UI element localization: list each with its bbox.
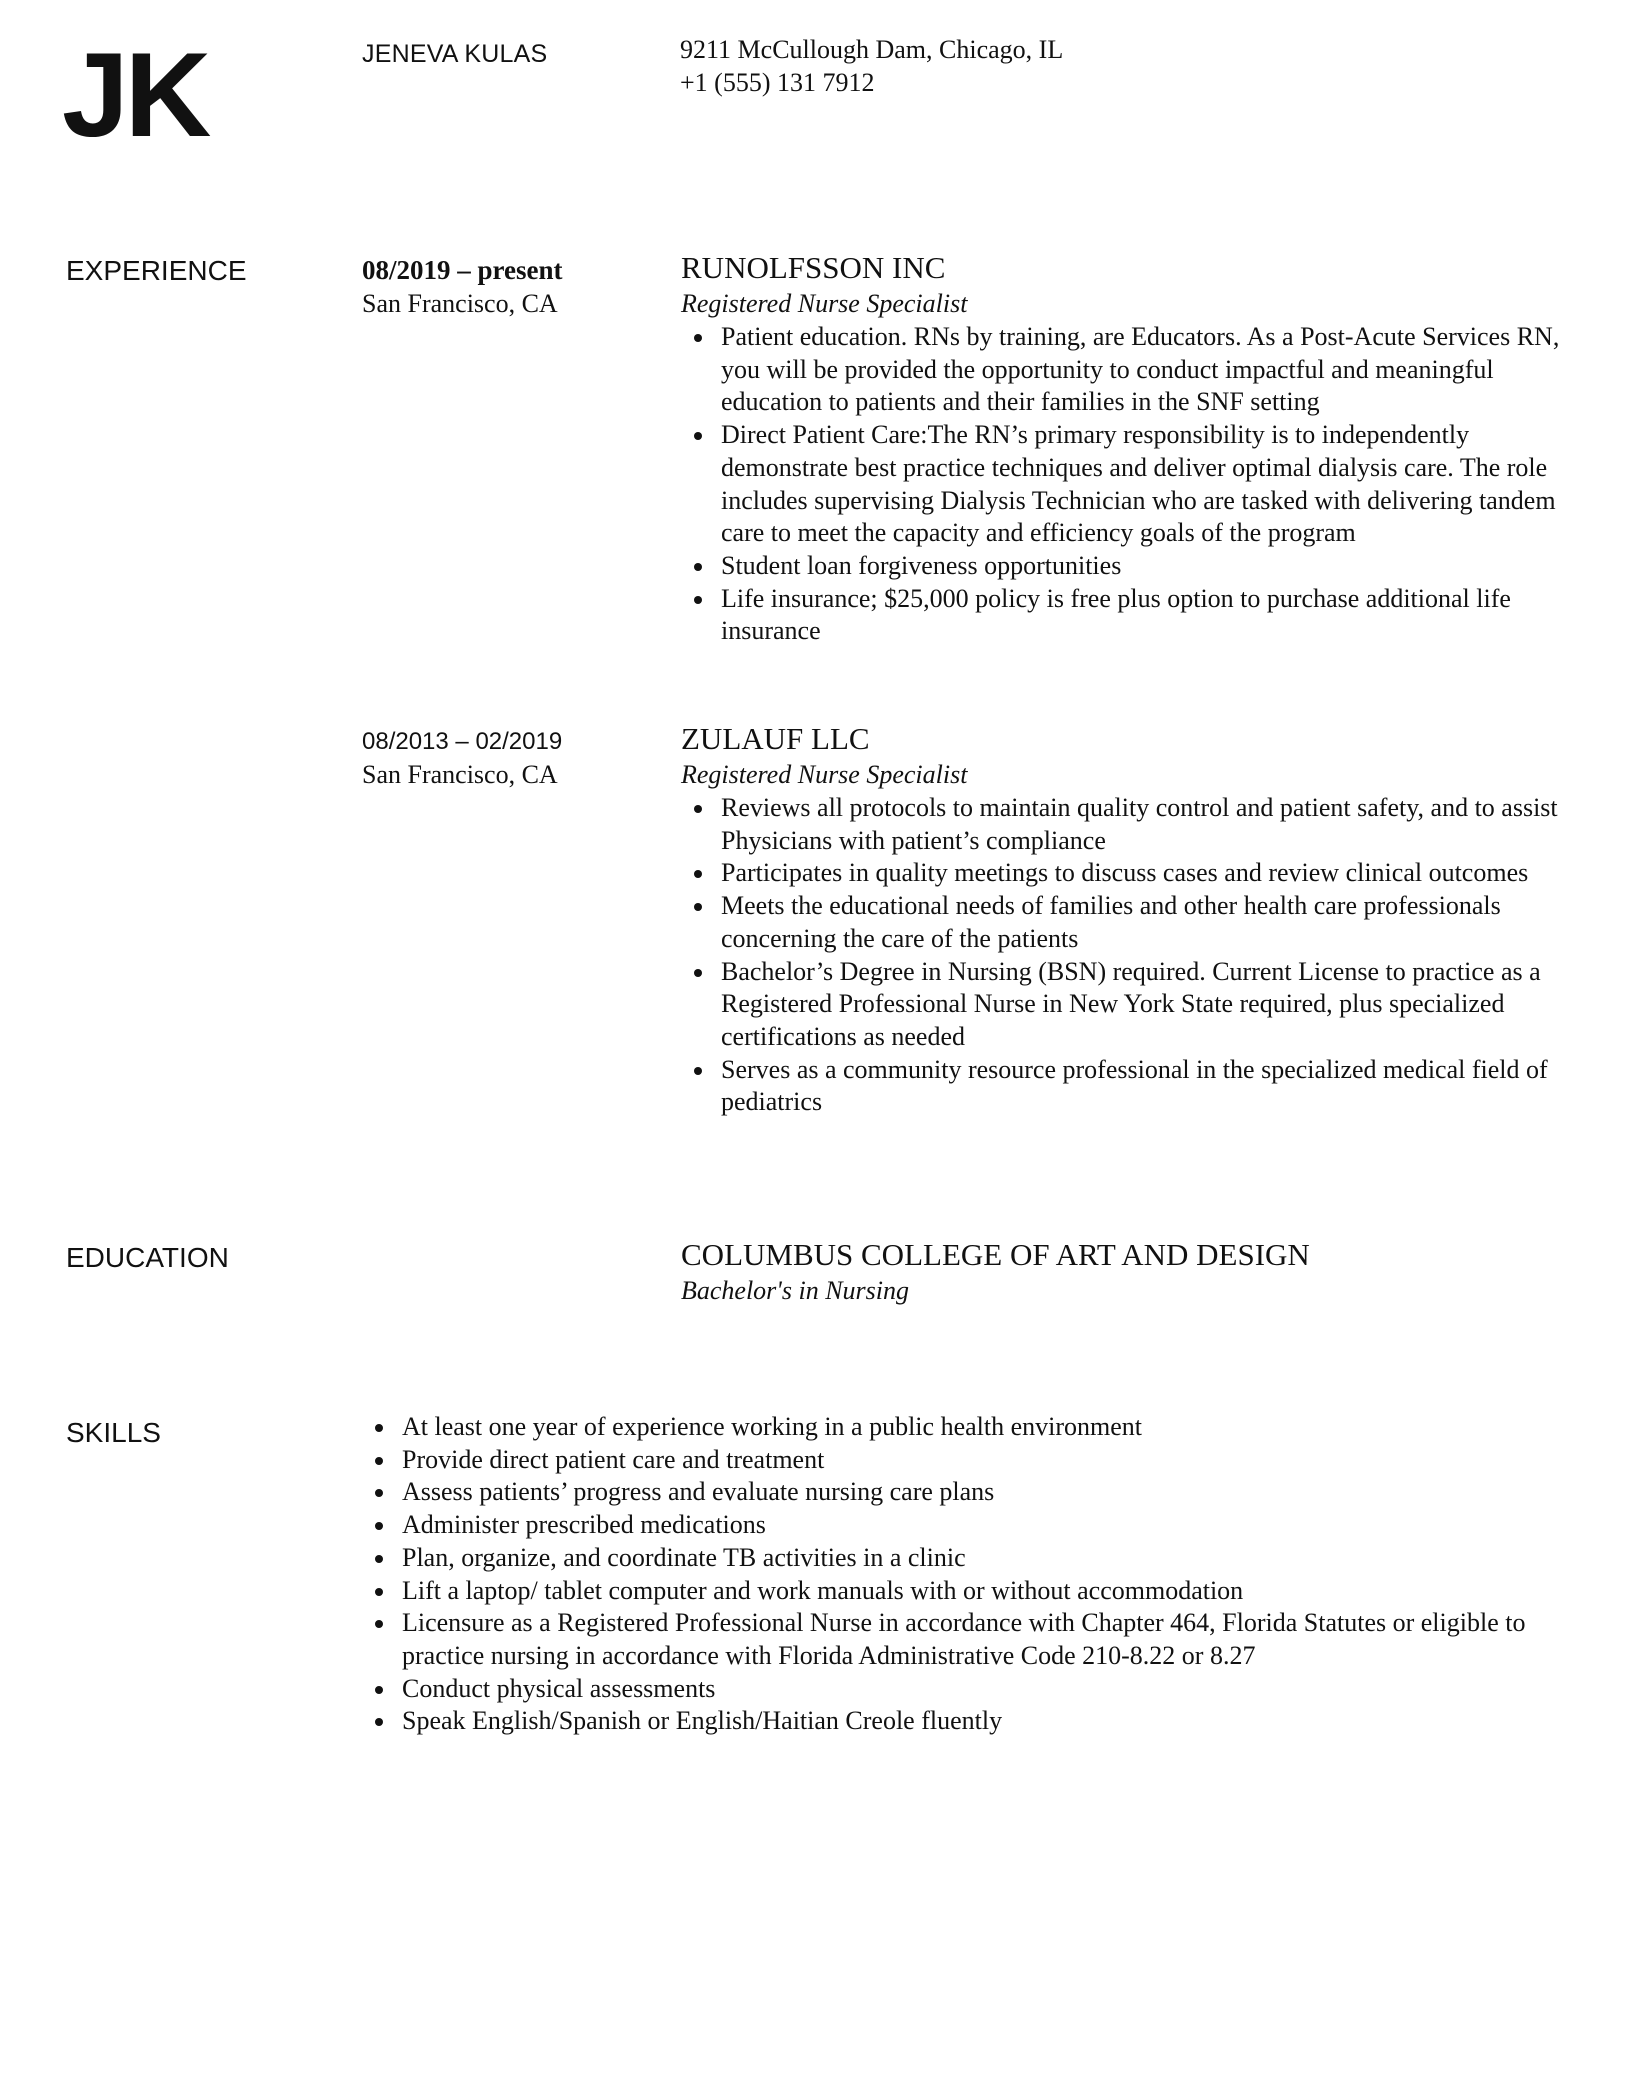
- list-item: Speak English/Spanish or English/Haitian Creole fluently: [402, 1705, 1592, 1738]
- list-item: Direct Patient Care:The RN’s primary responsibility is to independently demonstrate best practice techniques and deliver optimal dialysis care. The role includes supervising Dialysis Technician who are tasked with delivering tandem care to meet the capacity and efficiency goals of the program: [721, 419, 1581, 550]
- job-2-location: San Francisco, CA: [362, 760, 558, 789]
- list-item: Life insurance; $25,000 policy is free plus option to purchase additional life insurance: [721, 583, 1581, 648]
- list-item: Bachelor’s Degree in Nursing (BSN) required. Current License to practice as a Registered Professional Nurse in New York State required, plus specialized certifications as needed: [721, 956, 1581, 1054]
- list-item: Reviews all protocols to maintain quality control and patient safety, and to assist Physicians with patient’s compliance: [721, 792, 1581, 857]
- job-2: [681, 720, 1581, 1119]
- job-1-location: San Francisco, CA: [362, 289, 558, 318]
- phone: +1 (555) 131 7912: [680, 68, 875, 97]
- list-item: At least one year of experience working in a public health environment: [402, 1411, 1592, 1444]
- school-name: COLUMBUS COLLEGE OF ART AND DESIGN: [681, 1237, 1310, 1272]
- list-item: Assess patients’ progress and evaluate nursing care plans: [402, 1476, 1592, 1509]
- list-item: Meets the educational needs of families and other health care professionals concerning the care of the patients: [721, 890, 1581, 955]
- skills-list: [362, 1411, 1592, 1738]
- job-1-company: RUNOLFSSON INC: [681, 250, 946, 285]
- list-item: Plan, organize, and coordinate TB activities in a clinic: [402, 1542, 1592, 1575]
- job-2-dates: 08/2013 – 02/2019: [362, 728, 563, 755]
- job-2-company: ZULAUF LLC: [681, 721, 870, 756]
- list-item: Lift a laptop/ tablet computer and work manuals with or without accommodation: [402, 1575, 1592, 1608]
- contact-info: [680, 33, 1063, 99]
- job-2-bullets: [681, 792, 1581, 1119]
- list-item: Participates in quality meetings to discuss cases and review clinical outcomes: [721, 857, 1581, 890]
- job-1-meta: [362, 254, 563, 320]
- list-item: Provide direct patient care and treatment: [402, 1444, 1592, 1477]
- list-item: Serves as a community resource professional in the specialized medical field of pediatrics: [721, 1054, 1581, 1119]
- job-1-role: Registered Nurse Specialist: [681, 289, 968, 318]
- job-1-dates: 08/2019 – present: [362, 255, 563, 285]
- list-item: Student loan forgiveness opportunities: [721, 550, 1581, 583]
- address: 9211 McCullough Dam, Chicago, IL: [680, 35, 1064, 64]
- job-1-bullets: [681, 321, 1581, 648]
- monogram: JK: [62, 28, 208, 162]
- skills-heading: SKILLS: [66, 1417, 161, 1448]
- education-entry: [681, 1236, 1581, 1308]
- job-1: [681, 249, 1581, 648]
- candidate-name: JENEVA KULAS: [362, 40, 548, 68]
- job-2-meta: [362, 725, 562, 791]
- job-2-role: Registered Nurse Specialist: [681, 760, 968, 789]
- list-item: Patient education. RNs by training, are Educators. As a Post-Acute Services RN, you will be provided the opportunity to conduct impactful and meaningful education to patients and their families in the SNF setting: [721, 321, 1581, 419]
- list-item: Licensure as a Registered Professional Nurse in accordance with Chapter 464, Florida Statutes or eligible to practice nursing in accordance with Florida Administrative Code 210-8.22 or 8.27: [402, 1607, 1592, 1672]
- list-item: Conduct physical assessments: [402, 1673, 1592, 1706]
- skills-list-container: [362, 1411, 1592, 1738]
- experience-heading: EXPERIENCE: [66, 255, 247, 286]
- list-item: Administer prescribed medications: [402, 1509, 1592, 1542]
- education-heading: EDUCATION: [66, 1242, 229, 1273]
- degree: Bachelor's in Nursing: [681, 1276, 910, 1305]
